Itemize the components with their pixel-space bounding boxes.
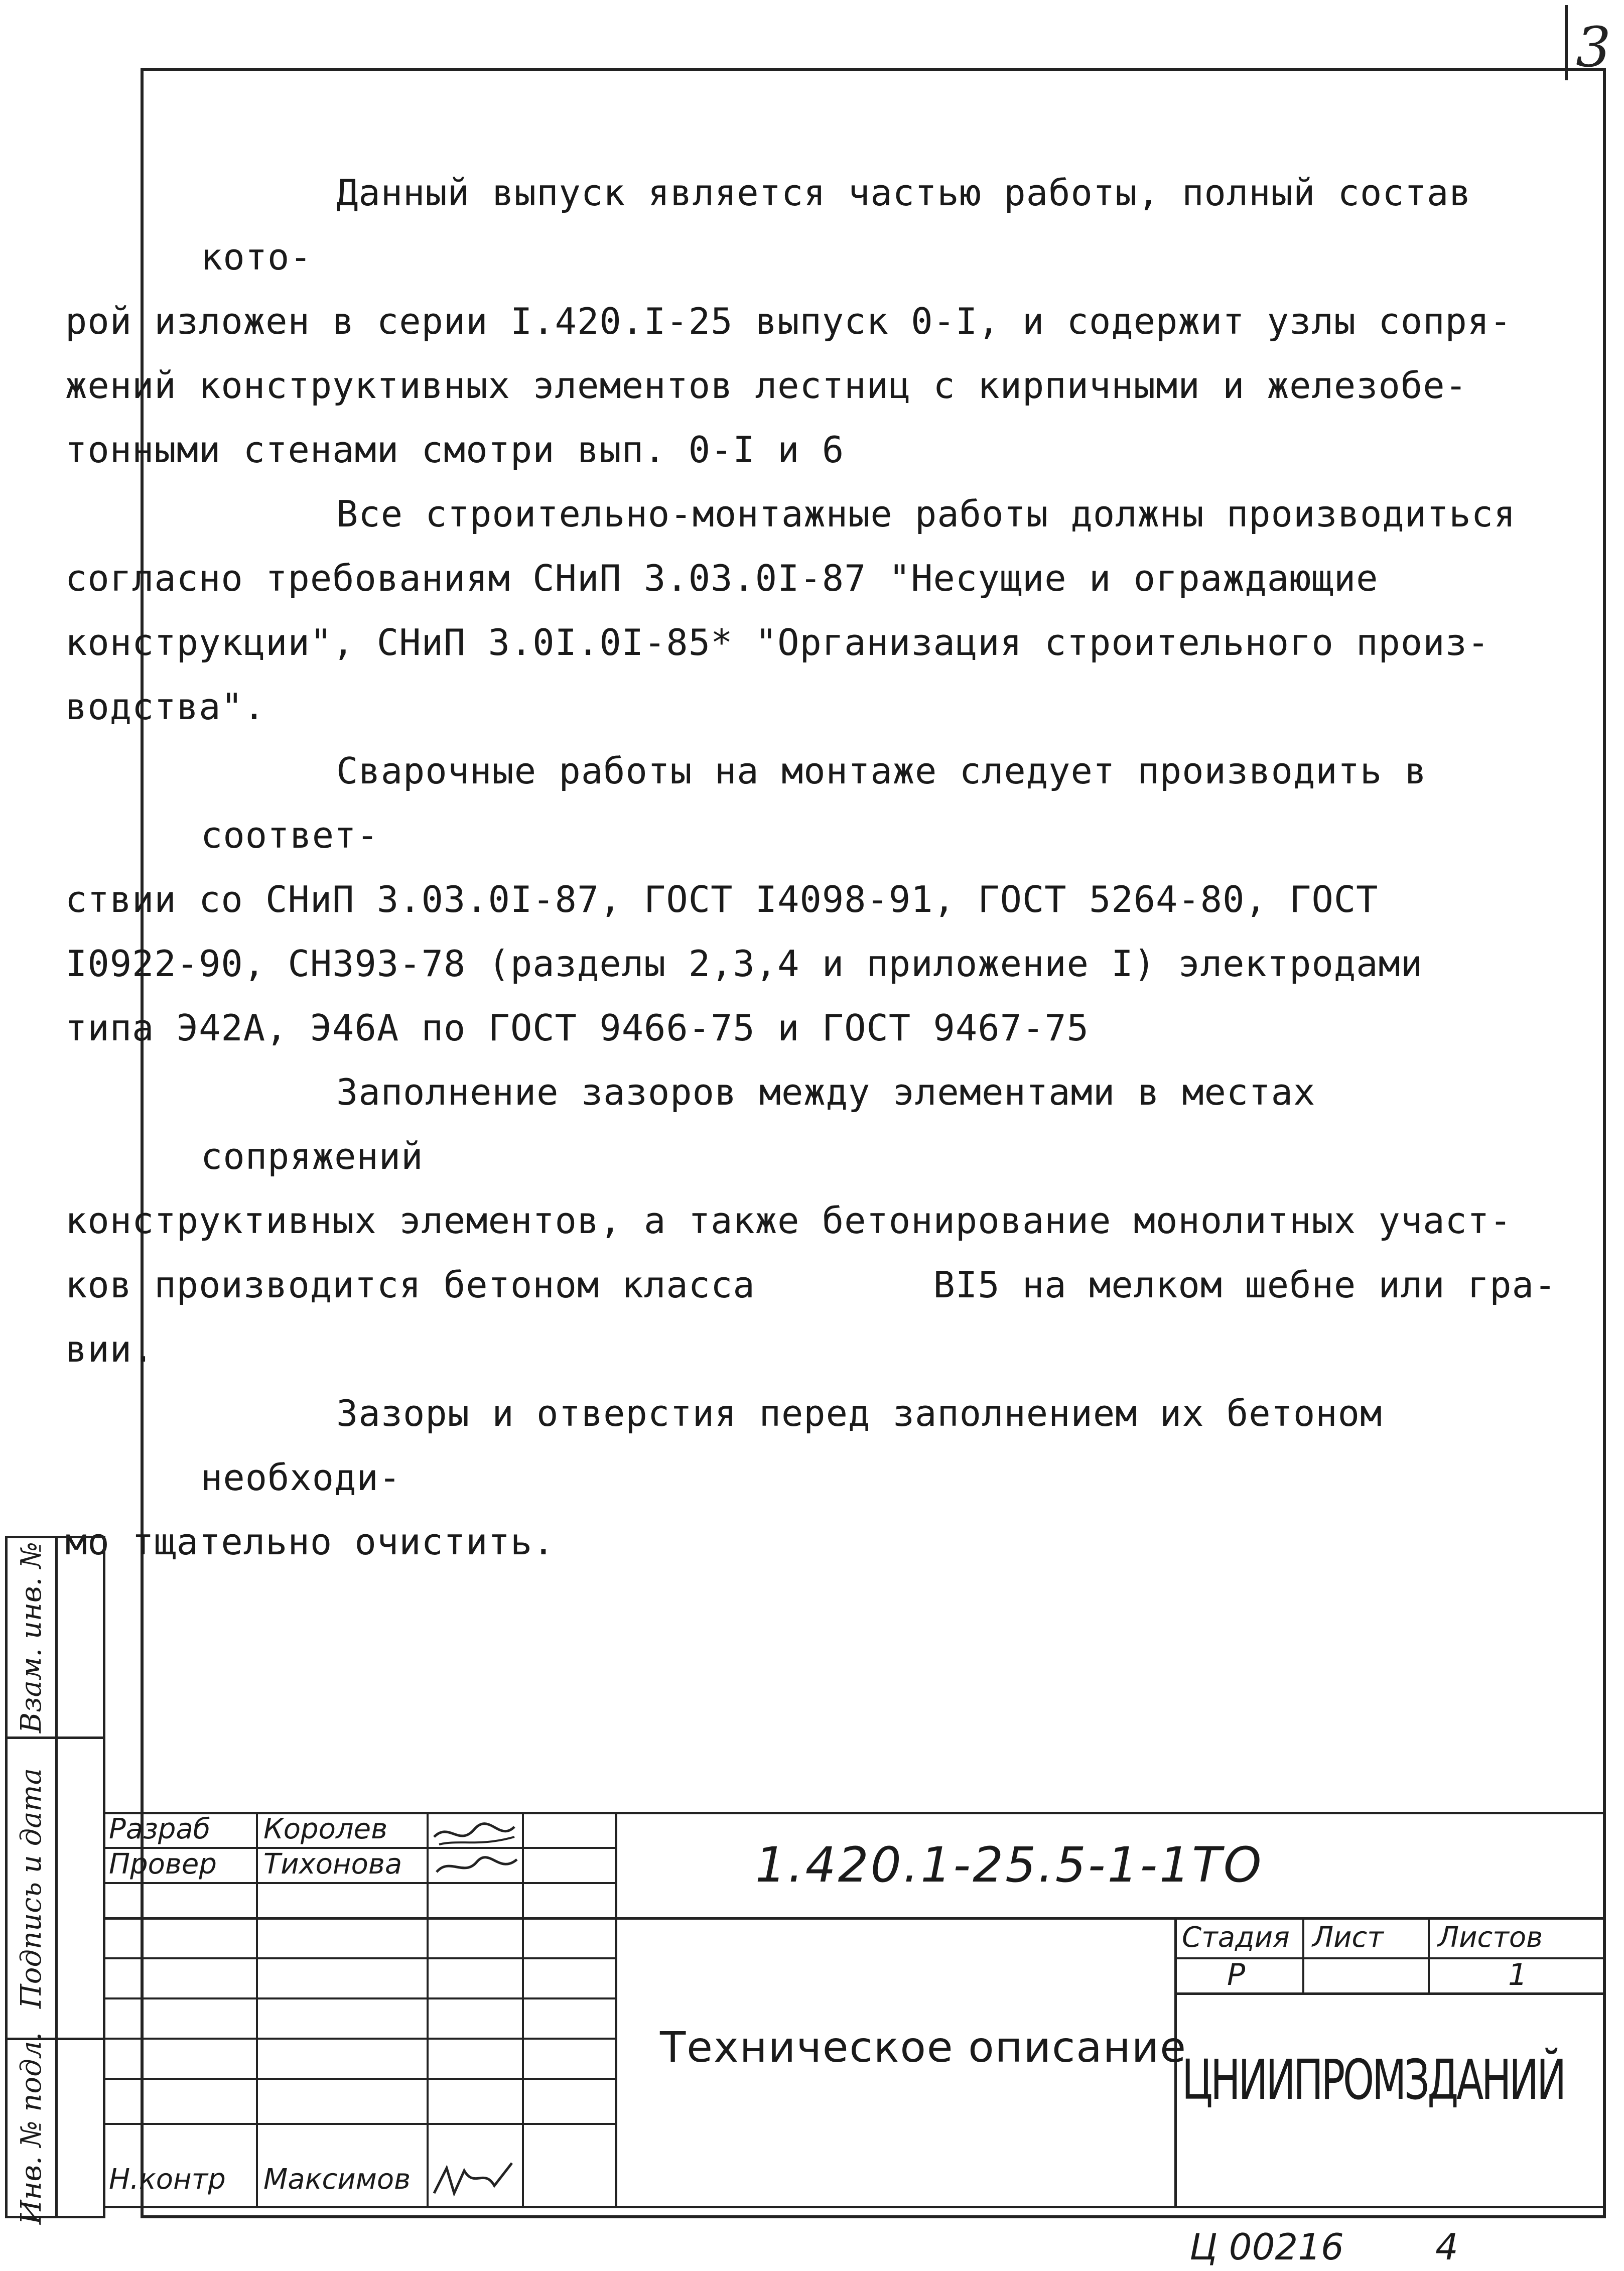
rule <box>615 1812 617 2208</box>
rule <box>1428 1917 1430 1992</box>
margin-cell-original-inv <box>8 2032 103 2224</box>
paragraph <box>65 1060 1557 1381</box>
text-line: типа Э42А, Э46А по ГОСТ 9466-75 и ГОСТ 9467-75 <box>65 1007 1089 1049</box>
rule <box>427 1812 429 2208</box>
header-sheets: Листов <box>1438 1921 1543 1954</box>
rule <box>103 1957 615 1959</box>
text-line: ков производится бетоном класса BI5 на мелком шебне или гра- <box>65 1264 1557 1306</box>
text-line: конструктивных элементов, а также бетонирование монолитных участ- <box>65 1199 1512 1242</box>
text-line: Зазоры и отверстия перед заполнением их бетоном необходи- <box>201 1392 1383 1499</box>
text-line: рой изложен в серии I.420.I-25 выпуск 0-I, и содержит узлы сопря- <box>65 300 1512 342</box>
text-line: конструкции", СНиП 3.0I.0I-85* "Организация строительного произ- <box>65 621 1490 663</box>
text-line: Заполнение зазоров между элементами в местах сопряжений <box>201 1071 1316 1177</box>
value-sheets: 1 <box>1508 1957 1528 1992</box>
text-line: Данный выпуск является частью работы, полный состав кото- <box>201 172 1471 278</box>
archive-suffix: 4 <box>1435 2226 1458 2268</box>
text-line: Сварочные работы на монтаже следует производить в соответ- <box>201 750 1427 856</box>
text-line: согласно требованиям СНиП 3.03.0I-87 "Несущие и ограждающие <box>65 557 1379 599</box>
margin-label: Взам. инв. № <box>8 1538 58 1736</box>
text-line: мо тщательно очистить. <box>65 1521 555 1563</box>
organization-name: ЦНИИПРОМЗДАНИЙ <box>1182 2048 1564 2112</box>
title-block <box>103 1812 1606 2218</box>
text-line: тонными стенами смотри вып. 0-I и 6 <box>65 429 845 471</box>
rule <box>1302 1917 1304 1992</box>
text-line: жений конструктивных элементов лестниц с кирпичными и железобе- <box>65 364 1467 407</box>
paragraph <box>65 482 1546 739</box>
text-line: вии. <box>65 1328 155 1370</box>
signature-norm-control <box>429 2158 519 2203</box>
margin-stamp <box>5 1536 105 2224</box>
rule <box>1174 1992 1606 1995</box>
rule <box>522 1812 524 2208</box>
value-stage: Р <box>1227 1957 1246 1992</box>
role-checker: Провер <box>109 1848 217 1881</box>
rule <box>256 1812 258 2208</box>
document-title: Техническое описание <box>660 2023 1187 2072</box>
paragraph <box>65 739 1546 1060</box>
signature-developer <box>429 1817 519 1882</box>
archive-number: Ц 00216 <box>1189 2226 1344 2268</box>
header-stage: Стадия <box>1182 1921 1290 1954</box>
body-text <box>65 161 1557 1574</box>
name-norm-control: Максимов <box>263 2163 411 2196</box>
rule <box>103 2038 615 2040</box>
rule <box>103 1917 1606 1920</box>
name-checker: Тихонова <box>263 1848 402 1881</box>
rule <box>103 2206 1606 2208</box>
margin-cell-signature-date <box>8 1739 103 2040</box>
text-line: Все строительно-монтажные работы должны производиться <box>336 493 1516 535</box>
rule <box>103 1882 615 1884</box>
header-sheet: Лист <box>1312 1921 1384 1954</box>
margin-label: Инв. № подл. <box>8 2040 58 2216</box>
rule <box>103 1997 615 1999</box>
role-developer: Разраб <box>109 1813 211 1845</box>
text-line: ствии со СНиП 3.03.0I-87, ГОСТ I4098-91, ГОСТ 5264-80, ГОСТ <box>65 878 1379 920</box>
role-norm-control: Н.контр <box>109 2163 226 2196</box>
rule <box>103 2078 615 2080</box>
margin-label: Подпись и дата <box>8 1739 58 2038</box>
name-developer: Королев <box>263 1813 388 1845</box>
document-designation: 1.420.1-25.5-1-1ТО <box>755 1837 1264 1893</box>
text-line: водства". <box>65 686 266 728</box>
paragraph <box>65 1381 1546 1574</box>
margin-cell-replaced-inv <box>8 1538 103 1739</box>
paragraph <box>65 161 1546 482</box>
page-number: 3 <box>1576 15 1611 79</box>
rule <box>103 2123 615 2125</box>
text-line: I0922-90, СН393-78 (разделы 2,3,4 и приложение I) электродами <box>65 943 1423 985</box>
